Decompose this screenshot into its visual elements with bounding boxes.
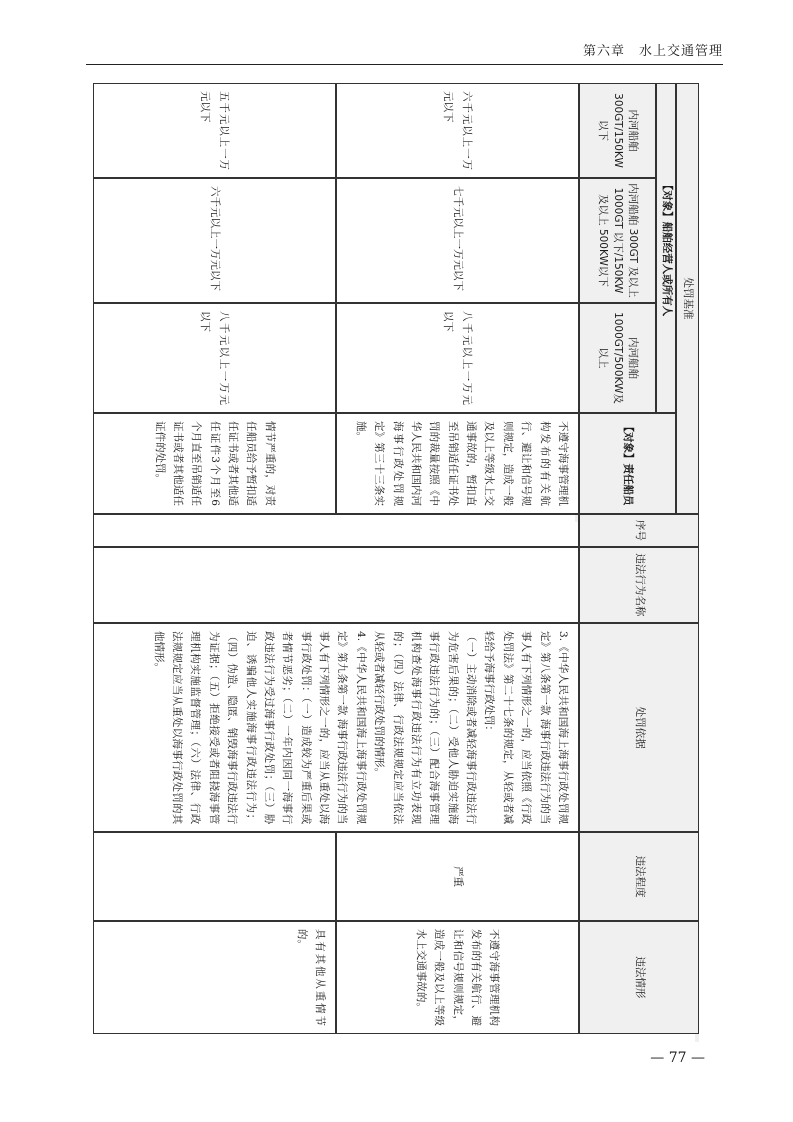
row2-medium: 六千元以上一万元以下 bbox=[93, 178, 336, 303]
name-cell bbox=[93, 547, 579, 623]
header-circumstance: 违法情形 bbox=[579, 921, 699, 1034]
header-seq: 序号 bbox=[579, 514, 699, 547]
row2-small: 五千元以上一万元以下 bbox=[93, 83, 336, 178]
header-col-large: 内河船舶1000GT/500KW及以上 bbox=[579, 303, 656, 413]
basis-para-3: 3.《中华人民共和国海上海事行政处罚规定》第八条第一款 海事行政违法行为的当事人有下列情形之一的，应当依照《行政处罚法》第二十七条的规定，从轻或者减轻给予海事行政处罚： bbox=[483, 631, 569, 825]
chapter-title: 第六章 水上交通管理 bbox=[582, 44, 723, 59]
header-crew-group: 【对象】责任船员 bbox=[579, 413, 676, 514]
header-rule bbox=[86, 64, 723, 65]
row2-large: 八千元以上一万元以下 bbox=[93, 303, 336, 413]
basis-cell bbox=[93, 623, 579, 832]
header-name: 违法行为名称 bbox=[579, 547, 699, 623]
seq-cell bbox=[93, 514, 579, 547]
basis-para-3-items: （一）主动消除或者减轻海事行政违法行为危害后果的；（二）受他人胁迫实施海事行政违法行为的；（三）配合海事管理机构查处海事行政违法行为有立功表现的；（四）法律、行政法规规定应当依法从轻或者减轻行政处罚的情形。 bbox=[373, 631, 478, 825]
penalty-table bbox=[93, 514, 699, 1034]
standard-block bbox=[93, 83, 699, 514]
page-number: — 77 — bbox=[650, 1050, 705, 1066]
row2-circumstance: 具有其他从重情节的。 bbox=[93, 921, 336, 1034]
header-basis: 处罚依据 bbox=[579, 623, 699, 832]
row1-large: 八千元以上一万元以下 bbox=[336, 303, 579, 413]
row1-degree: 严重 bbox=[336, 832, 579, 921]
header-standard: 处罚基准 bbox=[676, 83, 699, 514]
standard-rotated bbox=[93, 83, 699, 514]
header-col-medium: 内河船舶 300GT 及以上 1000GT 以下/150KW 及以上 500KW以下 bbox=[579, 178, 656, 303]
row1-medium: 七千元以上一万元以下 bbox=[336, 178, 579, 303]
header-col-small: 内河船舶300GT/150KW以下 bbox=[579, 83, 656, 178]
basis-para-4: 4.《中华人民共和国海上海事行政处罚规定》第九条第一款 海事行政违法行为的当事人有下列情形之一的，应当从重处以海事行政处罚：（一）造成较为严重后果或者情节恶劣；（二）一年内因同一海事行政违法行为受过海事行政处罚；（三）胁迫、诱骗他人实施海事行政违法行为；（四）伪造、隐匿、销毁海事行政违法行为证据；（五）拒绝接受或者阻挠海事管理机构实施监督管理；（六）法律、行政法规规定应当从重处以海事行政处罚的其他情形。 bbox=[152, 631, 367, 825]
running-header bbox=[0, 0, 793, 74]
row1-crew: 不遵守海事管理机构发布的有关航行、避让和信号规则规定，造成一般及以上等级水上交通事故的，暂扣直至吊销适任证书处罚的裁量按照《中华人民共和国内河海事行政处罚规定》第三十三条实施。 bbox=[336, 413, 579, 514]
row1-small: 六千元以上一万元以下 bbox=[336, 83, 579, 178]
header-owner-group: 【对象】船舶经营人或所有人 bbox=[656, 83, 676, 413]
row2-degree bbox=[93, 832, 336, 921]
row1-circumstance: 不遵守海事管理机构发布的有关航行、避让和信号规则规定，造成一般及以上等级水上交通事故的。 bbox=[336, 921, 579, 1034]
header-degree: 违法程度 bbox=[579, 832, 699, 921]
row2-crew: 情节严重的，对责任船员给予暂扣适任证书或者其他适任证件3个月至6个月直至吊销适任证书或者其他适任证件的处罚。 bbox=[93, 413, 336, 514]
